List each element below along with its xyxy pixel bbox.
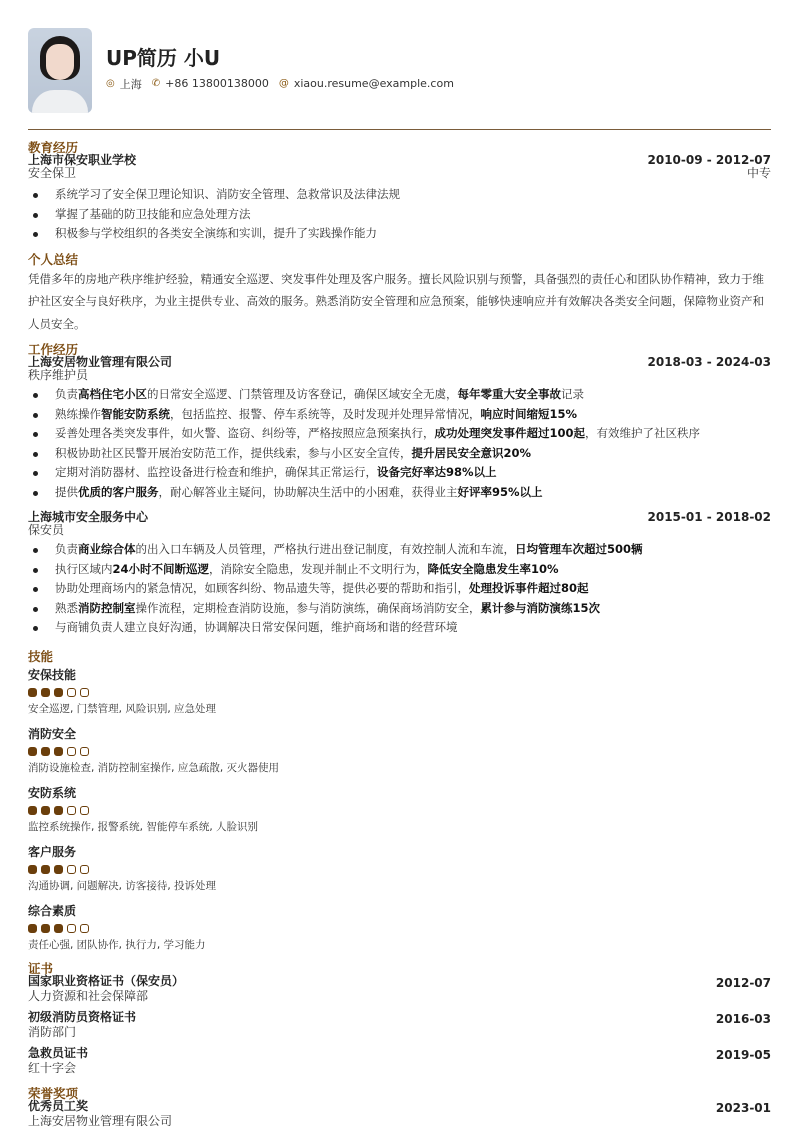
skill-name: 安防系统 xyxy=(28,785,77,800)
section-title: 教育经历 xyxy=(28,140,79,155)
skill-rating xyxy=(28,806,771,815)
bullet-text: 熟悉 xyxy=(55,600,78,615)
job-bullets xyxy=(28,540,771,638)
rating-dot-empty xyxy=(80,865,89,874)
bullet-item xyxy=(28,483,771,503)
bullet-item xyxy=(28,405,771,425)
bullet-text: 协助处理商场内的紧急情况，如顾客纠纷、物品遗失等，提供必要的帮助和指引， xyxy=(55,581,469,595)
resume-header xyxy=(28,28,464,113)
rating-dot-empty xyxy=(67,865,76,874)
skill-name: 客户服务 xyxy=(28,844,77,859)
bullet-item xyxy=(28,205,771,225)
bullet-text: 定期对消防器材、监控设备进行检查和维护，确保其正常运行， xyxy=(55,465,377,479)
bullet-text: 掌握了基础的防卫技能和应急处理方法 xyxy=(55,206,251,221)
highlight-text: 日均管理车次超过500辆 xyxy=(515,542,643,556)
bullet-text: 负责 xyxy=(55,387,78,401)
highlight-text: 每年零重大安全事故 xyxy=(457,387,561,401)
highlight-text: 成功处理突发事件超过100起 xyxy=(434,426,586,440)
bullet-text: 的日常安全巡逻、门禁管理及访客登记，确保区域安全无虞， xyxy=(147,387,458,401)
rating-dot-filled xyxy=(28,806,37,815)
bullet-text: 操作流程，定期检查消防设施，参与消防演练，确保商场消防安全， xyxy=(135,600,481,615)
rating-dot-filled xyxy=(41,747,50,756)
bullet-item xyxy=(28,385,771,405)
highlight-text: 降低安全隐患发生率10% xyxy=(427,561,559,576)
bullet-text: ，有效维护了社区秩序 xyxy=(585,426,701,440)
profile-photo xyxy=(28,28,92,113)
rating-dot-empty xyxy=(67,688,76,697)
highlight-text: 24小时不间断巡逻 xyxy=(112,561,210,576)
skill-description: 消防设施检查, 消防控制室操作, 应急疏散, 灭火器使用 xyxy=(28,761,280,774)
company-name: 上海城市安全服务中心 xyxy=(28,510,149,524)
rating-dot-empty xyxy=(67,924,76,933)
rating-dot-empty xyxy=(67,806,76,815)
bullet-item xyxy=(28,463,771,483)
skill-rating xyxy=(28,924,771,933)
highlight-text: 设备完好率达98%以上 xyxy=(377,465,497,479)
awards-date: 2023-01 xyxy=(715,1100,771,1115)
job-date: 2015-01 - 2018-02 xyxy=(647,510,771,524)
education-bullets xyxy=(28,185,771,244)
highlight-text: 好评率95%以上 xyxy=(457,484,543,499)
skill-description: 沟通协调, 问题解决, 访客接待, 投诉处理 xyxy=(28,879,217,892)
certificates-name: 初级消防员资格证书 xyxy=(28,1009,137,1024)
job-role: 秩序维护员 xyxy=(28,368,89,382)
skill-rating xyxy=(28,865,771,874)
skills-section xyxy=(28,650,771,952)
degree: 中专 xyxy=(746,166,771,180)
candidate-name: UP简历 小U xyxy=(106,45,221,70)
header-divider xyxy=(28,129,771,130)
highlight-text: 高档住宅小区 xyxy=(78,387,147,401)
bullet-item xyxy=(28,540,771,560)
certificates-date: 2019-05 xyxy=(715,1047,771,1062)
school-name: 上海市保安职业学校 xyxy=(28,153,137,167)
work-section xyxy=(28,343,771,638)
location: 上海 xyxy=(119,77,142,91)
certificates-header xyxy=(28,975,771,990)
bullet-text: 积极参与学校组织的各类安全演练和实训，提升了实践操作能力 xyxy=(55,226,377,240)
skill-name: 综合素质 xyxy=(28,903,77,918)
bullet-text: 的出入口车辆及人员管理，严格执行进出登记制度，有效控制人流和车流， xyxy=(135,542,515,556)
section-title: 证书 xyxy=(28,960,54,976)
job-entry xyxy=(28,356,771,502)
skill-name: 安保技能 xyxy=(28,667,77,682)
bullet-text: ，消除安全隐患，发现并制止不文明行为， xyxy=(209,561,428,576)
highlight-text: 优质的客户服务 xyxy=(78,484,159,499)
certificates-date: 2016-03 xyxy=(715,1011,771,1026)
bullet-item xyxy=(28,185,771,205)
email-icon: @ xyxy=(278,78,289,89)
bullet-text: 负责 xyxy=(55,542,78,556)
job-header xyxy=(28,511,771,524)
rating-dot-filled xyxy=(41,924,50,933)
major: 安全保卫 xyxy=(28,166,77,180)
certificates-entry xyxy=(28,1047,771,1075)
company-name: 上海安居物业管理有限公司 xyxy=(28,355,173,369)
certificates-name: 急救员证书 xyxy=(28,1045,89,1060)
skill-rating xyxy=(28,747,771,756)
bullet-text: 执行区域内 xyxy=(55,561,113,576)
certificates-date: 2012-07 xyxy=(715,975,771,990)
bullet-text: 系统学习了安全保卫理论知识、消防安全管理、急救常识及法律法规 xyxy=(55,187,400,201)
job-role: 保安员 xyxy=(28,523,65,537)
awards-entry xyxy=(28,1100,771,1128)
skill-item xyxy=(28,726,771,775)
certificates-issuer: 消防部门 xyxy=(28,1024,77,1039)
phone: +86 13800138000 xyxy=(165,77,269,90)
section-title: 技能 xyxy=(28,648,54,664)
rating-dot-filled xyxy=(41,865,50,874)
rating-dot-filled xyxy=(54,747,63,756)
bullet-text: 提供 xyxy=(55,484,78,499)
highlight-text: 提升居民安全意识20% xyxy=(411,445,532,460)
certificates-header xyxy=(28,1011,771,1026)
bullet-item xyxy=(28,618,771,638)
location-icon: ◎ xyxy=(106,78,115,89)
bullet-item xyxy=(28,560,771,580)
highlight-text: 累计参与消防演练15次 xyxy=(480,600,601,615)
highlight-text: 智能安防系统 xyxy=(101,406,170,421)
highlight-text: 响应时间缩短15% xyxy=(480,406,578,421)
summary-text: 凭借多年的房地产秩序维护经验，精通安全巡逻、突发事件处理及客户服务。擅长风险识别与预警，具备强烈的责任心和团队协作精神，致力于维护社区安全与良好秩序，为业主提供专业、高效的服务。熟悉消防安全管理和应急预案，能够快速响应并有效解决各类安全问题，保障物业资产和人员安全。 xyxy=(28,271,764,331)
bullet-text: ，包括监控、报警、停车系统等，及时发现并处理异常情况， xyxy=(170,406,481,421)
certificates-name: 国家职业资格证书（保安员） xyxy=(28,973,185,988)
skill-description: 安全巡逻, 门禁管理, 风险识别, 应急处理 xyxy=(28,702,217,715)
skill-description: 监控系统操作, 报警系统, 智能停车系统, 人脸识别 xyxy=(28,820,259,833)
job-header xyxy=(28,356,771,369)
section-title: 荣誉奖项 xyxy=(28,1085,79,1101)
rating-dot-filled xyxy=(28,747,37,756)
rating-dot-filled xyxy=(54,924,63,933)
certificates-entry xyxy=(28,975,771,1003)
bullet-text: 记录 xyxy=(561,387,584,401)
job-entry xyxy=(28,511,771,638)
phone-icon: ✆ xyxy=(151,78,161,89)
awards-header xyxy=(28,1100,771,1115)
rating-dot-filled xyxy=(28,924,37,933)
summary-section xyxy=(28,253,771,336)
highlight-text: 商业综合体 xyxy=(78,542,136,556)
rating-dot-filled xyxy=(28,688,37,697)
certificates-entry xyxy=(28,1011,771,1039)
awards-issuer: 上海安居物业管理有限公司 xyxy=(28,1113,173,1128)
certificates-issuer: 人力资源和社会保障部 xyxy=(28,988,149,1003)
skill-item xyxy=(28,785,771,834)
bullet-text: 妥善处理各类突发事件，如火警、盗窃、纠纷等，严格按照应急预案执行， xyxy=(55,426,435,440)
job-date: 2018-03 - 2024-03 xyxy=(647,355,771,369)
skill-item xyxy=(28,667,771,716)
rating-dot-filled xyxy=(54,865,63,874)
rating-dot-filled xyxy=(41,688,50,697)
job-bullets xyxy=(28,385,771,502)
education-section xyxy=(28,141,771,244)
skill-description: 责任心强, 团队协作, 执行力, 学习能力 xyxy=(28,938,206,951)
education-date: 2010-09 - 2012-07 xyxy=(647,153,771,167)
rating-dot-empty xyxy=(80,924,89,933)
bullet-item xyxy=(28,599,771,619)
certificates-issuer: 红十字会 xyxy=(28,1060,77,1075)
rating-dot-filled xyxy=(28,865,37,874)
bullet-text: 积极协助社区民警开展治安防范工作，提供线索，参与小区安全宣传， xyxy=(55,445,412,460)
skill-item xyxy=(28,903,771,952)
rating-dot-filled xyxy=(54,806,63,815)
bullet-text: ，耐心解答业主疑问，协助解决生活中的小困难，获得业主 xyxy=(158,484,458,499)
rating-dot-empty xyxy=(80,747,89,756)
bullet-text: 熟练操作 xyxy=(55,406,101,421)
skill-item xyxy=(28,844,771,893)
skill-rating xyxy=(28,688,771,697)
certificates-section xyxy=(28,962,771,1075)
highlight-text: 消防控制室 xyxy=(78,600,136,615)
certificates-header xyxy=(28,1047,771,1062)
awards-name: 优秀员工奖 xyxy=(28,1098,89,1113)
bullet-item xyxy=(28,444,771,464)
awards-section xyxy=(28,1087,771,1128)
bullet-text: 与商铺负责人建立良好沟通，协调解决日常安保问题，维护商场和谐的经营环境 xyxy=(55,620,458,634)
rating-dot-filled xyxy=(54,688,63,697)
highlight-text: 处理投诉事件超过80起 xyxy=(469,581,589,595)
bullet-item xyxy=(28,224,771,244)
rating-dot-empty xyxy=(80,806,89,815)
rating-dot-empty xyxy=(80,688,89,697)
rating-dot-empty xyxy=(67,747,76,756)
email: xiaou.resume@example.com xyxy=(293,77,454,90)
skill-name: 消防安全 xyxy=(28,726,77,741)
bullet-item xyxy=(28,579,771,599)
bullet-item xyxy=(28,424,771,444)
rating-dot-filled xyxy=(41,806,50,815)
section-title: 工作经历 xyxy=(28,342,79,357)
section-title: 个人总结 xyxy=(28,251,79,267)
